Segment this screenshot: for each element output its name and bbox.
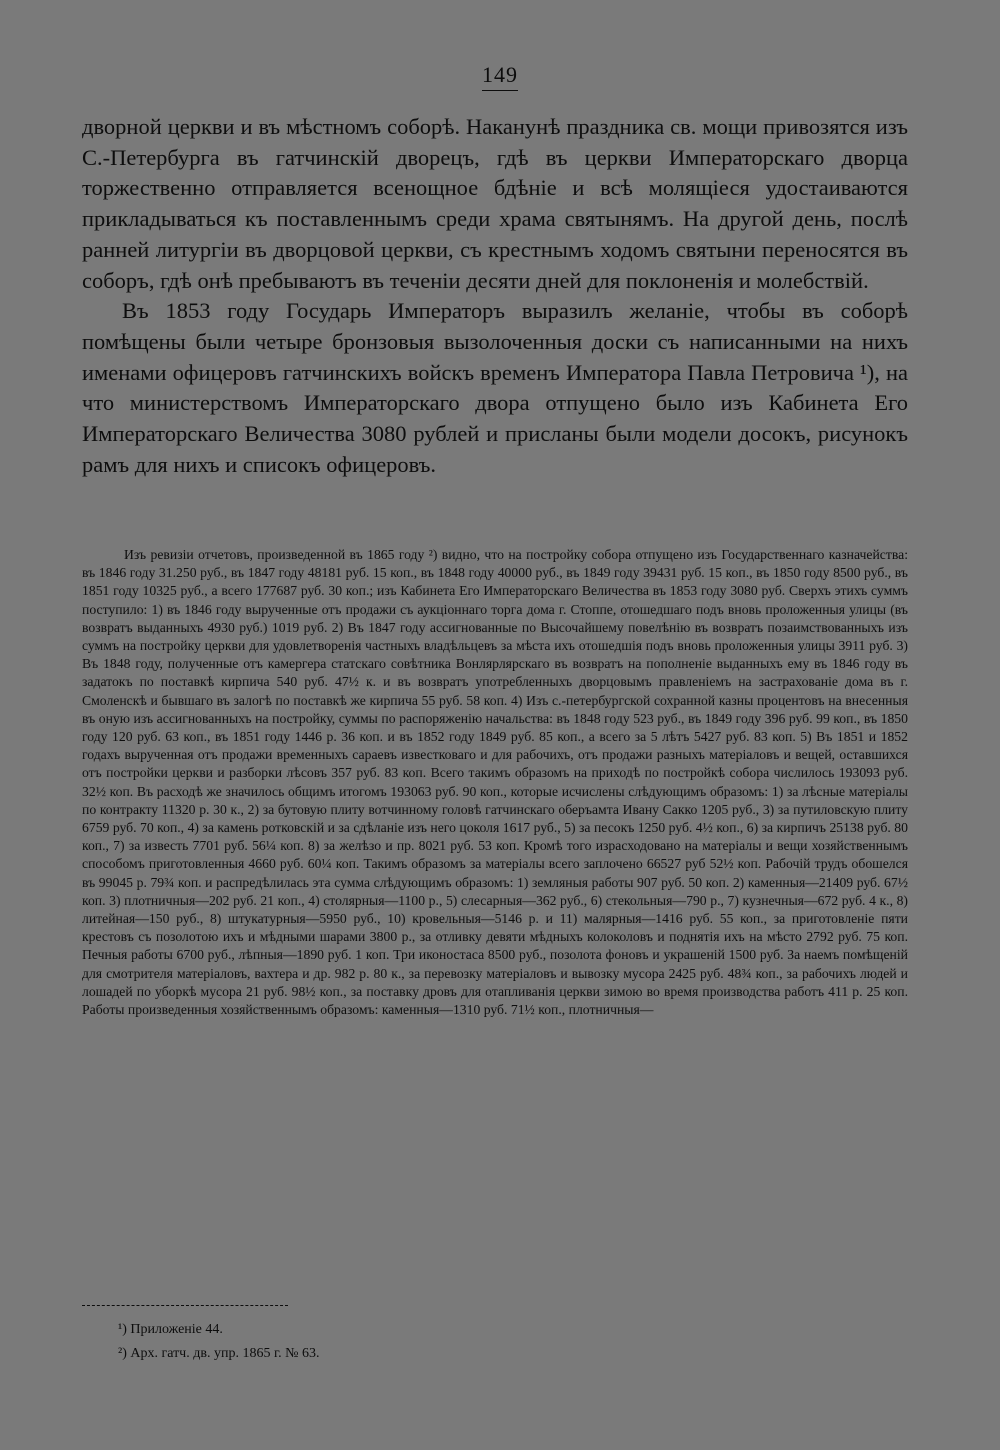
footnote: ¹) Приложеніе 44. (118, 1322, 223, 1337)
paragraph: Въ 1853 году Государь Императоръ выразилъ желаніе, чтобы въ соборѣ помѣщены были четыре бронзовыя вызолоченныя доски съ написанными на нихъ именами офицеровъ гатчинскихъ войскъ временъ Императора Павла Петровича ¹), на что министерствомъ Императорскаго двора отпущено было изъ Кабинета Его Императорскаго Величества 3080 рублей и присланы были модели досокъ, рисунокъ рамъ для нихъ и списокъ офицеровъ. (82, 298, 908, 477)
main-text (82, 112, 908, 480)
page-number: 149 (0, 62, 1000, 91)
footnote-divider (82, 1305, 288, 1306)
small-print-paragraph: Изъ ревизіи отчетовъ, произведенной въ 1865 году ²) видно, что на постройку собора отпущено изъ Государственнаго казначейства: въ 1846 году 31.250 руб., въ 1847 году 48181 руб. 15 коп., въ 1848 году 40000 руб., въ 1849 году 39431 руб. 15 коп., въ 1850 году 8500 руб., въ 1851 году 10325 руб., а всего 177687 руб. 30 коп.; изъ Кабинета Его Императорскаго Величества въ 1853 году 3080 руб. Сверхъ этихъ суммъ поступило: 1) въ 1846 году вырученные отъ продажи съ аукціоннаго торга дома г. Стоппе, отошедшаго подъ вновь проложенныя улицы (въ возвратъ выданныхъ 4930 руб.) 1019 руб. 2) Въ 1847 году ассигнованные по Высочайшему повелѣнію въ возвратъ позаимствованныхъ изъ суммъ на постройку церкви для удовлетворенія частныхъ владѣльцевъ за мѣста ихъ отошедшія подъ вновь проложенныя улицы 3911 руб. 3) Въ 1848 году, полученные отъ камергера статскаго совѣтника Вонлярлярскаго въ возвратъ на пополненіе выданныхъ ему въ 1846 году въ задатокъ по поставкѣ кирпича 540 руб. 47½ к. и въ возвратъ употребленныхъ дворцовымъ правленіемъ на застрахованіе дома въ г. Смоленскѣ и бывшаго въ залогѣ по поставкѣ же кирпича 55 руб. 58 коп. 4) Изъ с.-петербургской сохранной казны процентовъ на внесенныя въ оную изъ ассигнованныхъ на постройку, суммы по распоряженію начальства: въ 1848 году 523 руб., въ 1849 году 396 руб. 99 коп., въ 1850 году 120 руб. 63 коп., въ 1851 году 1446 р. 36 коп. и въ 1852 году 1849 руб. 85 коп., а всего за 5 лѣтъ 5427 руб. 83 коп. 5) Въ 1851 и 1852 годахъ вырученная отъ продажи временныхъ сараевъ известковаго и для рабочихъ, отъ продажи разныхъ матеріаловъ и вещей, оставшихся отъ постройки церкви и разборки лѣсовъ 357 руб. 83 коп. Всего такимъ образомъ на приходѣ по постройкѣ собора числилось 193093 руб. 32½ коп. Въ расходѣ же значилось общимъ итогомъ 193063 руб. 90 коп., которые исчислены слѣдующимъ образомъ: 1) за лѣсные матеріалы по контракту 11320 р. 30 к., 2) за бутовую плиту вотчинному головѣ гатчинскаго оберъамта Ивану Сакко 1205 руб., 3) за путиловскую плиту 6759 руб. 70 коп., 4) за камень ротковскій и за сдѣланіе изъ него цоколя 1617 руб., 5) за песокъ 1250 руб. 4½ коп., 6) за кирпичъ 25138 руб. 80 коп., 7) за известь 7701 руб. 56¼ коп. 8) за желѣзо и пр. 8021 руб. 53 коп. Кромѣ того израсходовано на матеріалы и вещи хозяйственнымъ способомъ приготовленныя 4660 руб. 60¼ коп. Такимъ образомъ за матеріалы всего заплочено 66527 руб 52½ коп. Рабочій трудъ обошелся въ 99045 р. 79¾ коп. и распредѣлилась эта сумма слѣдующимъ образомъ: 1) земляныя работы 907 руб. 50 коп. 2) каменныя—21409 руб. 67½ коп. 3) плотничныя—202 руб. 21 коп., 4) столярныя—1100 р., 5) слесарныя—362 руб., 6) стекольныя—790 р., 7) кузнечныя—672 руб. 4 к., 8) литейная—150 руб., 8) штукатурныя—5950 руб., 10) кровельныя—5146 р. и 11) малярныя—1416 руб. 55 коп., за приготовленіе пяти крестовъ съ позолотою ихъ и мѣдными шарами 3800 р., за отливку девяти мѣдныхъ колоколовъ и поднятія ихъ на мѣсто 2792 руб. 75 коп. Печныя работы 6700 руб., лѣпныя—1890 руб. 1 коп. Три иконостаса 8500 руб., позолота фоновъ и украшеній 1500 руб. За наемъ помѣщеній для смотрителя матеріаловъ, вахтера и др. 982 р. 80 к., за перевозку матеріаловъ и вывозку мусора 2425 руб. 48¾ коп., за рабочихъ людей и лошадей по уборкѣ мусора 21 руб. 98½ коп., за поставку дровъ для отапливанія церкви зимою во время производства работъ 411 р. 25 коп. Работы произведенныя хозяйственнымъ образомъ: каменныя—1310 руб. 71½ коп., плотничныя— (82, 547, 908, 1018)
paragraph: дворной церкви и въ мѣстномъ соборѣ. Наканунѣ праздника св. мощи привозятся изъ С.-Петербурга въ гатчинскій дворецъ, гдѣ въ церкви Императорскаго дворца торжественно отправляется всенощное бдѣніе и всѣ молящіеся удостаиваются прикладываться къ поставленнымъ среди храма святынямъ. На другой день, послѣ ранней литургіи въ дворцовой церкви, съ крестнымъ ходомъ святыни переносятся въ соборъ, гдѣ онѣ пребываютъ въ теченіи десяти дней для поклоненія и молебствій. (82, 114, 908, 293)
footnote: ²) Арх. гатч. дв. упр. 1865 г. № 63. (118, 1346, 320, 1361)
footnotes (118, 1318, 319, 1366)
